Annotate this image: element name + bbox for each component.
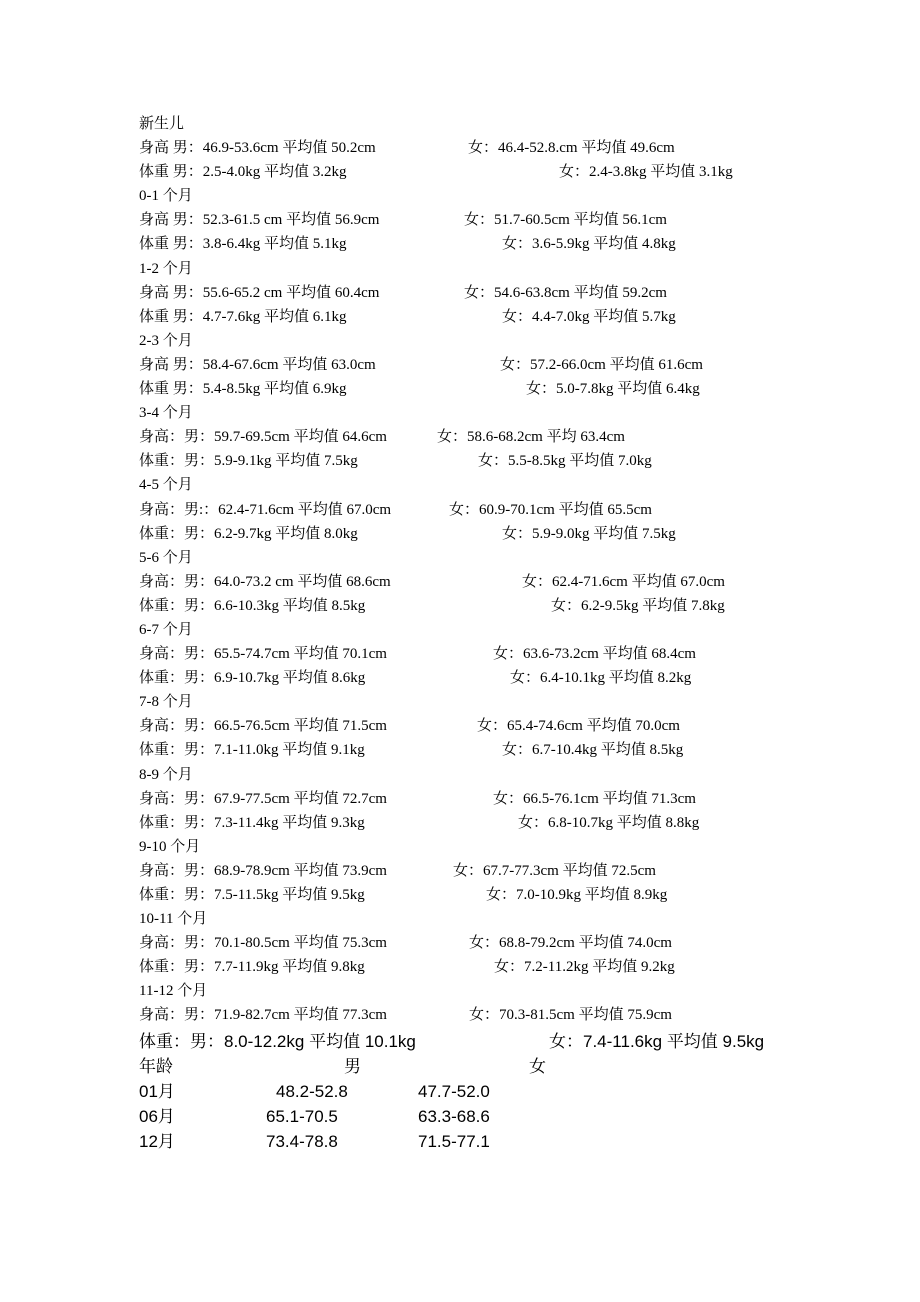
age-heading: 6-7 个月	[139, 621, 193, 638]
height-female: 女：60.9-70.1cm 平均值 65.5cm	[449, 501, 652, 518]
height-male: 身高：男：68.9-78.9cm 平均值 73.9cm	[139, 862, 387, 879]
weight-female: 女：5.5-8.5kg 平均值 7.0kg	[478, 453, 652, 470]
height-row	[139, 281, 839, 305]
summary-month: 06	[139, 1107, 158, 1126]
final-weight-female-range: 7.4-11.6kg	[583, 1032, 663, 1051]
weight-male: 体重 男：3.8-6.4kg 平均值 5.1kg	[139, 236, 347, 253]
height-row	[139, 1003, 839, 1027]
weight-male: 体重：男：6.6-10.3kg 平均值 8.5kg	[139, 597, 366, 614]
height-male: 身高 男：52.3-61.5 cm 平均值 56.9cm	[139, 212, 380, 229]
weight-female: 女：5.9-9.0kg 平均值 7.5kg	[502, 525, 676, 542]
height-male: 身高：男：65.5-74.7cm 平均值 70.1cm	[139, 646, 387, 663]
summary-male: 65.1-70.5	[266, 1107, 338, 1126]
weight-male: 体重：男：7.7-11.9kg 平均值 9.8kg	[139, 959, 365, 976]
weight-row	[139, 883, 839, 907]
summary-row	[139, 1104, 839, 1129]
growth-document	[139, 112, 839, 1028]
weight-row	[139, 377, 839, 401]
summary-unit: 月	[157, 1132, 175, 1151]
summary-row	[139, 1079, 839, 1104]
summary-header-male: 男	[344, 1057, 361, 1076]
summary-row	[139, 1129, 839, 1154]
age-heading: 4-5 个月	[139, 477, 193, 494]
age-heading: 5-6 个月	[139, 549, 193, 566]
summary-unit: 月	[157, 1082, 175, 1101]
height-female: 女：70.3-81.5cm 平均值 75.9cm	[469, 1007, 672, 1024]
height-female: 女：54.6-63.8cm 平均值 59.2cm	[464, 284, 667, 301]
summary-female: 71.5-77.1	[418, 1132, 490, 1151]
height-row	[139, 859, 839, 883]
height-male: 身高：男：64.0-73.2 cm 平均值 68.6cm	[139, 573, 391, 590]
height-male: 身高 男：58.4-67.6cm 平均值 63.0cm	[139, 356, 376, 373]
age-heading: 1-2 个月	[139, 260, 193, 277]
height-row	[139, 931, 839, 955]
weight-row	[139, 449, 839, 473]
weight-female: 女：2.4-3.8kg 平均值 3.1kg	[559, 164, 733, 181]
weight-male: 体重 男：2.5-4.0kg 平均值 3.2kg	[139, 164, 347, 181]
weight-male: 体重：男：6.9-10.7kg 平均值 8.6kg	[139, 670, 366, 687]
weight-male: 体重：男：5.9-9.1kg 平均值 7.5kg	[139, 453, 358, 470]
height-male: 身高：男：66.5-76.5cm 平均值 71.5cm	[139, 718, 387, 735]
summary-month: 01	[139, 1082, 158, 1101]
weight-female: 女：6.8-10.7kg 平均值 8.8kg	[518, 814, 700, 831]
weight-row	[139, 522, 839, 546]
weight-male: 体重：男：7.1-11.0kg 平均值 9.1kg	[139, 742, 365, 759]
summary-header-age: 年龄	[139, 1057, 173, 1076]
weight-row	[139, 811, 839, 835]
weight-male: 体重：男：7.3-11.4kg 平均值 9.3kg	[139, 814, 365, 831]
height-female: 女：58.6-68.2cm 平均 63.4cm	[437, 429, 625, 446]
weight-row	[139, 666, 839, 690]
height-female: 女：57.2-66.0cm 平均值 61.6cm	[500, 356, 703, 373]
height-row	[139, 787, 839, 811]
summary-female: 47.7-52.0	[418, 1082, 490, 1101]
summary-unit: 月	[157, 1107, 175, 1126]
height-row	[139, 208, 839, 232]
final-weight-female-label: 女：	[549, 1032, 583, 1051]
height-row	[139, 714, 839, 738]
height-female: 女：46.4-52.8.cm 平均值 49.6cm	[468, 140, 675, 157]
age-heading: 10-11 个月	[139, 911, 208, 928]
weight-male: 体重：男：6.2-9.7kg 平均值 8.0kg	[139, 525, 358, 542]
final-weight-male-range: 8.0-12.2kg	[224, 1032, 305, 1051]
summary-male: 73.4-78.8	[266, 1132, 338, 1151]
summary-header-female: 女	[529, 1057, 546, 1076]
weight-female: 女：6.7-10.4kg 平均值 8.5kg	[502, 742, 684, 759]
weight-male: 体重 男：5.4-8.5kg 平均值 6.9kg	[139, 381, 347, 398]
weight-female: 女：6.4-10.1kg 平均值 8.2kg	[510, 670, 692, 687]
final-weight-male-avg-label: 平均值	[309, 1032, 361, 1051]
age-heading: 3-4 个月	[139, 405, 193, 422]
weight-row	[139, 594, 839, 618]
height-male: 身高：男：70.1-80.5cm 平均值 75.3cm	[139, 935, 387, 952]
height-row	[139, 425, 839, 449]
summary-table	[139, 1054, 839, 1154]
weight-female: 女：4.4-7.0kg 平均值 5.7kg	[502, 308, 676, 325]
weight-row	[139, 232, 839, 256]
age-heading: 8-9 个月	[139, 766, 193, 783]
height-male: 身高 男：55.6-65.2 cm 平均值 60.4cm	[139, 284, 380, 301]
height-row	[139, 136, 839, 160]
weight-male: 体重：男：7.5-11.5kg 平均值 9.5kg	[139, 887, 365, 903]
height-female: 女：66.5-76.1cm 平均值 71.3cm	[493, 790, 696, 807]
age-heading: 11-12 个月	[139, 983, 208, 1000]
final-weight-male-label: 体重：男：	[139, 1032, 224, 1051]
height-male: 身高：男:：62.4-71.6cm 平均值 67.0cm	[139, 501, 392, 518]
final-weight-male-avg: 10.1kg	[364, 1032, 416, 1051]
height-row	[139, 642, 839, 666]
height-female: 女：63.6-73.2cm 平均值 68.4cm	[493, 646, 696, 663]
height-female: 女：67.7-77.3cm 平均值 72.5cm	[453, 862, 656, 879]
weight-female: 女：7.0-10.9kg 平均值 8.9kg	[486, 887, 668, 903]
summary-male: 48.2-52.8	[276, 1082, 348, 1101]
weight-female: 女：7.2-11.2kg 平均值 9.2kg	[494, 959, 675, 976]
weight-row	[139, 160, 839, 184]
final-weight-female-avg: 9.5kg	[722, 1032, 765, 1051]
age-heading: 0-1 个月	[139, 188, 193, 205]
summary-female: 63.3-68.6	[418, 1107, 490, 1126]
weight-row	[139, 955, 839, 979]
weight-male: 体重 男：4.7-7.6kg 平均值 6.1kg	[139, 308, 347, 325]
height-male: 身高：男：67.9-77.5cm 平均值 72.7cm	[139, 790, 387, 807]
weight-female: 女：5.0-7.8kg 平均值 6.4kg	[526, 381, 700, 398]
height-female: 女：51.7-60.5cm 平均值 56.1cm	[464, 212, 667, 229]
weight-female: 女：3.6-5.9kg 平均值 4.8kg	[502, 236, 676, 253]
final-weight-line	[139, 1029, 859, 1054]
height-male: 身高：男：59.7-69.5cm 平均值 64.6cm	[139, 429, 387, 446]
summary-month: 12	[139, 1132, 158, 1151]
height-row	[139, 570, 839, 594]
weight-row	[139, 305, 839, 329]
height-female: 女：65.4-74.6cm 平均值 70.0cm	[477, 718, 680, 735]
weight-row	[139, 738, 839, 762]
final-weight-female-avg-label: 平均值	[666, 1032, 718, 1051]
height-female: 女：68.8-79.2cm 平均值 74.0cm	[469, 935, 672, 952]
age-heading: 新生儿	[139, 116, 185, 132]
height-male: 身高：男：71.9-82.7cm 平均值 77.3cm	[139, 1007, 387, 1024]
age-heading: 7-8 个月	[139, 694, 193, 711]
weight-female: 女：6.2-9.5kg 平均值 7.8kg	[551, 597, 725, 614]
height-female: 女：62.4-71.6cm 平均值 67.0cm	[522, 573, 725, 590]
height-male: 身高 男：46.9-53.6cm 平均值 50.2cm	[139, 140, 376, 157]
age-heading: 9-10 个月	[139, 838, 201, 855]
age-heading: 2-3 个月	[139, 332, 193, 349]
height-row	[139, 353, 839, 377]
summary-header	[139, 1054, 839, 1079]
height-row	[139, 498, 839, 522]
